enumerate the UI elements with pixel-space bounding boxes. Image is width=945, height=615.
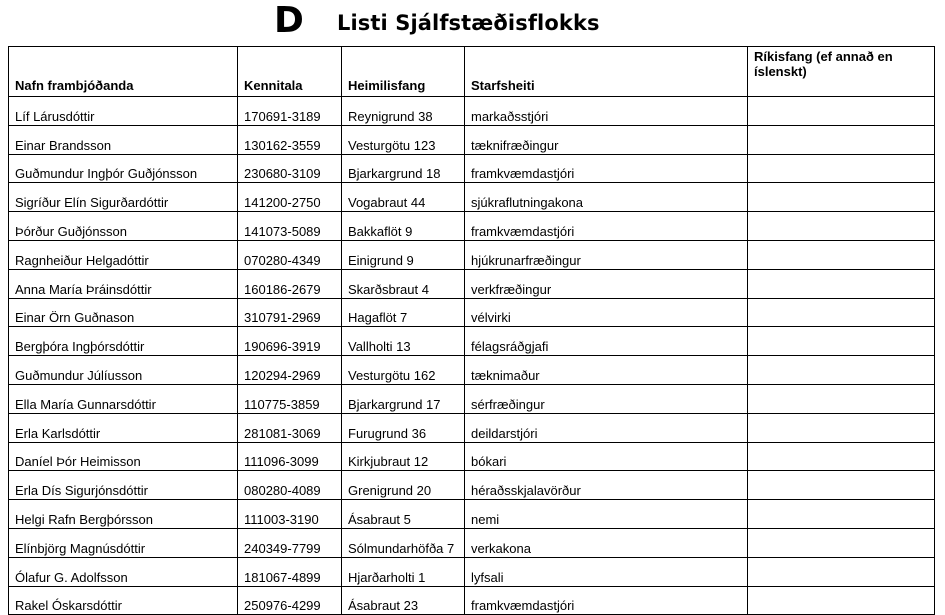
cell-name: Bergþóra Ingþórsdóttir bbox=[9, 327, 238, 356]
cell-occupation: tæknifræðingur bbox=[465, 125, 748, 154]
cell-citizenship bbox=[748, 557, 935, 586]
cell-address: Hagaflöt 7 bbox=[342, 298, 465, 327]
cell-name: Þórður Guðjónsson bbox=[9, 212, 238, 241]
cell-occupation: verkakona bbox=[465, 528, 748, 557]
cell-citizenship bbox=[748, 471, 935, 500]
cell-address: Einigrund 9 bbox=[342, 240, 465, 269]
cell-address: Furugrund 36 bbox=[342, 413, 465, 442]
table-row bbox=[9, 557, 935, 586]
cell-name: Einar Örn Guðnason bbox=[9, 298, 238, 327]
cell-citizenship bbox=[748, 269, 935, 298]
cell-citizenship bbox=[748, 97, 935, 126]
cell-kennitala: 070280-4349 bbox=[238, 240, 342, 269]
cell-occupation: framkvæmdastjóri bbox=[465, 212, 748, 241]
table-row bbox=[9, 212, 935, 241]
cell-occupation: vélvirki bbox=[465, 298, 748, 327]
cell-address: Kirkjubraut 12 bbox=[342, 442, 465, 471]
cell-kennitala: 230680-3109 bbox=[238, 154, 342, 183]
cell-occupation: félagsráðgjafi bbox=[465, 327, 748, 356]
cell-occupation: framkvæmdastjóri bbox=[465, 586, 748, 615]
cell-citizenship bbox=[748, 298, 935, 327]
table-row bbox=[9, 183, 935, 212]
cell-name: Ólafur G. Adolfsson bbox=[9, 557, 238, 586]
cell-kennitala: 250976-4299 bbox=[238, 586, 342, 615]
cell-address: Grenigrund 20 bbox=[342, 471, 465, 500]
cell-citizenship bbox=[748, 240, 935, 269]
cell-citizenship bbox=[748, 356, 935, 385]
cell-citizenship bbox=[748, 528, 935, 557]
table-row bbox=[9, 528, 935, 557]
cell-citizenship bbox=[748, 212, 935, 241]
cell-kennitala: 111096-3099 bbox=[238, 442, 342, 471]
table-row bbox=[9, 298, 935, 327]
cell-name: Elínbjörg Magnúsdóttir bbox=[9, 528, 238, 557]
cell-address: Ásabraut 5 bbox=[342, 500, 465, 529]
cell-citizenship bbox=[748, 327, 935, 356]
cell-name: Guðmundur Júlíusson bbox=[9, 356, 238, 385]
cell-name: Líf Lárusdóttir bbox=[9, 97, 238, 126]
cell-address: Ásabraut 23 bbox=[342, 586, 465, 615]
cell-occupation: héraðsskjalavörður bbox=[465, 471, 748, 500]
cell-name: Ragnheiður Helgadóttir bbox=[9, 240, 238, 269]
candidates-table bbox=[8, 46, 935, 615]
cell-address: Bakkaflöt 9 bbox=[342, 212, 465, 241]
cell-citizenship bbox=[748, 413, 935, 442]
cell-citizenship bbox=[748, 442, 935, 471]
table-row bbox=[9, 471, 935, 500]
cell-occupation: markaðsstjóri bbox=[465, 97, 748, 126]
cell-citizenship bbox=[748, 154, 935, 183]
cell-address: Vogabraut 44 bbox=[342, 183, 465, 212]
cell-occupation: nemi bbox=[465, 500, 748, 529]
cell-kennitala: 181067-4899 bbox=[238, 557, 342, 586]
list-header bbox=[0, 0, 945, 46]
table-row bbox=[9, 97, 935, 126]
cell-name: Rakel Óskarsdóttir bbox=[9, 586, 238, 615]
cell-kennitala: 080280-4089 bbox=[238, 471, 342, 500]
cell-citizenship bbox=[748, 125, 935, 154]
table-row bbox=[9, 384, 935, 413]
cell-kennitala: 310791-2969 bbox=[238, 298, 342, 327]
cell-address: Sólmundarhöfða 7 bbox=[342, 528, 465, 557]
cell-name: Daníel Þór Heimisson bbox=[9, 442, 238, 471]
column-header-address: Heimilisfang bbox=[342, 47, 465, 97]
cell-kennitala: 160186-2679 bbox=[238, 269, 342, 298]
cell-name: Anna María Þráinsdóttir bbox=[9, 269, 238, 298]
cell-citizenship bbox=[748, 500, 935, 529]
table-row bbox=[9, 125, 935, 154]
cell-occupation: verkfræðingur bbox=[465, 269, 748, 298]
cell-name: Ella María Gunnarsdóttir bbox=[9, 384, 238, 413]
cell-name: Guðmundur Ingþór Guðjónsson bbox=[9, 154, 238, 183]
cell-kennitala: 130162-3559 bbox=[238, 125, 342, 154]
table-row bbox=[9, 356, 935, 385]
cell-address: Hjarðarholti 1 bbox=[342, 557, 465, 586]
cell-citizenship bbox=[748, 384, 935, 413]
table-row bbox=[9, 586, 935, 615]
cell-occupation: tæknimaður bbox=[465, 356, 748, 385]
column-header-occupation: Starfsheiti bbox=[465, 47, 748, 97]
table-row bbox=[9, 327, 935, 356]
cell-citizenship bbox=[748, 586, 935, 615]
cell-kennitala: 120294-2969 bbox=[238, 356, 342, 385]
cell-address: Vallholti 13 bbox=[342, 327, 465, 356]
table-row bbox=[9, 442, 935, 471]
cell-kennitala: 281081-3069 bbox=[238, 413, 342, 442]
cell-address: Vesturgötu 123 bbox=[342, 125, 465, 154]
cell-kennitala: 111003-3190 bbox=[238, 500, 342, 529]
table-row bbox=[9, 500, 935, 529]
cell-kennitala: 141073-5089 bbox=[238, 212, 342, 241]
cell-address: Reynigrund 38 bbox=[342, 97, 465, 126]
cell-kennitala: 110775-3859 bbox=[238, 384, 342, 413]
cell-name: Erla Dís Sigurjónsdóttir bbox=[9, 471, 238, 500]
table-row bbox=[9, 413, 935, 442]
list-title: Listi Sjálfstæðisflokks bbox=[337, 11, 600, 35]
column-header-name: Nafn frambjóðanda bbox=[9, 47, 238, 97]
cell-address: Skarðsbraut 4 bbox=[342, 269, 465, 298]
cell-kennitala: 170691-3189 bbox=[238, 97, 342, 126]
cell-occupation: sjúkraflutningakona bbox=[465, 183, 748, 212]
cell-occupation: framkvæmdastjóri bbox=[465, 154, 748, 183]
table-body bbox=[9, 97, 935, 615]
cell-occupation: lyfsali bbox=[465, 557, 748, 586]
table-header-row bbox=[9, 47, 935, 97]
table-row bbox=[9, 154, 935, 183]
cell-address: Vesturgötu 162 bbox=[342, 356, 465, 385]
column-header-kennitala: Kennitala bbox=[238, 47, 342, 97]
cell-address: Bjarkargrund 17 bbox=[342, 384, 465, 413]
cell-citizenship bbox=[748, 183, 935, 212]
cell-kennitala: 190696-3919 bbox=[238, 327, 342, 356]
cell-name: Sigríður Elín Sigurðardóttir bbox=[9, 183, 238, 212]
cell-kennitala: 240349-7799 bbox=[238, 528, 342, 557]
cell-occupation: bókari bbox=[465, 442, 748, 471]
cell-name: Einar Brandsson bbox=[9, 125, 238, 154]
table-row bbox=[9, 269, 935, 298]
table-row bbox=[9, 240, 935, 269]
column-header-citizenship: Ríkisfang (ef annað en íslenskt) bbox=[748, 47, 935, 97]
cell-occupation: hjúkrunarfræðingur bbox=[465, 240, 748, 269]
cell-name: Helgi Rafn Bergþórsson bbox=[9, 500, 238, 529]
cell-kennitala: 141200-2750 bbox=[238, 183, 342, 212]
cell-address: Bjarkargrund 18 bbox=[342, 154, 465, 183]
cell-occupation: deildarstjóri bbox=[465, 413, 748, 442]
cell-name: Erla Karlsdóttir bbox=[9, 413, 238, 442]
cell-occupation: sérfræðingur bbox=[465, 384, 748, 413]
list-letter: D bbox=[274, 0, 304, 41]
